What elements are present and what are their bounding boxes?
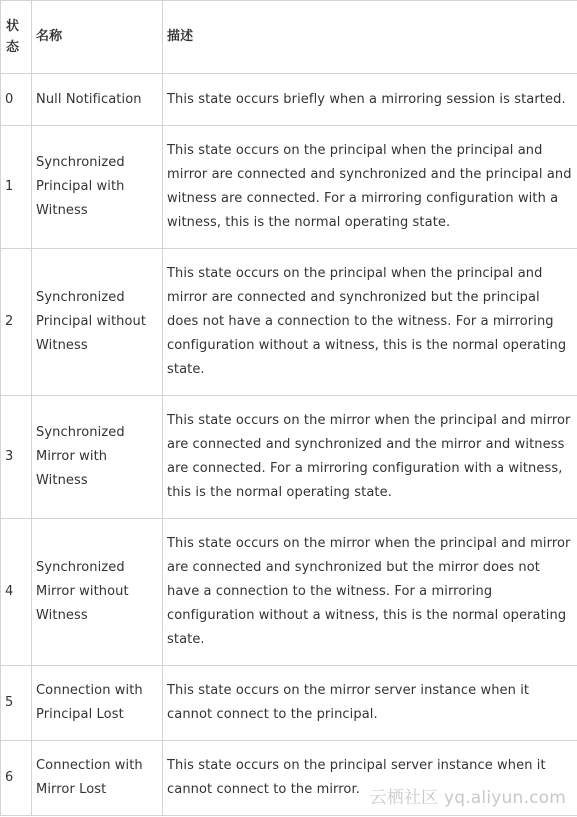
header-state: 状态 bbox=[1, 1, 32, 74]
table-row bbox=[1, 666, 577, 741]
table-header-row bbox=[1, 1, 577, 74]
table-row bbox=[1, 519, 577, 666]
state-cell: 6 bbox=[1, 741, 32, 816]
table-row bbox=[1, 396, 577, 519]
state-cell: 3 bbox=[1, 396, 32, 519]
name-cell: Connection with Principal Lost bbox=[32, 666, 163, 741]
watermark-logo: 云栖社区 yq.aliyun.com bbox=[369, 788, 566, 808]
header-description: 描述 bbox=[163, 1, 577, 74]
table-row bbox=[1, 126, 577, 249]
name-cell: Synchronized Mirror with Witness bbox=[32, 396, 163, 519]
header-name: 名称 bbox=[32, 1, 163, 74]
name-cell: Synchronized Mirror without Witness bbox=[32, 519, 163, 666]
table-row bbox=[1, 74, 577, 126]
description-cell: This state occurs on the principal server instance when it cannot connect to the mirror. bbox=[163, 741, 577, 816]
name-cell: Synchronized Principal without Witness bbox=[32, 249, 163, 396]
state-cell: 0 bbox=[1, 74, 32, 126]
state-cell: 5 bbox=[1, 666, 32, 741]
description-cell: This state occurs on the mirror when the principal and mirror are connected and synchronized and the mirror and witness are connected. For a mirroring configuration with a witness, this is the normal operating state. bbox=[163, 396, 577, 519]
table-row bbox=[1, 741, 577, 816]
description-cell: This state occurs on the principal when the principal and mirror are connected and synchronized but the principal does not have a connection to the witness. For a mirroring configuration without a witness, this is the normal operating state. bbox=[163, 249, 577, 396]
state-cell: 1 bbox=[1, 126, 32, 249]
table-row bbox=[1, 249, 577, 396]
name-cell: Null Notification bbox=[32, 74, 163, 126]
name-cell: Synchronized Principal with Witness bbox=[32, 126, 163, 249]
state-cell: 4 bbox=[1, 519, 32, 666]
state-cell: 2 bbox=[1, 249, 32, 396]
description-cell: This state occurs on the mirror when the principal and mirror are connected and synchronized but the mirror does not have a connection to the witness. For a mirroring configuration without a witness, this is the normal operating state. bbox=[163, 519, 577, 666]
description-cell: This state occurs on the mirror server instance when it cannot connect to the principal. bbox=[163, 666, 577, 741]
name-cell: Connection with Mirror Lost bbox=[32, 741, 163, 816]
description-cell: This state occurs briefly when a mirroring session is started. bbox=[163, 74, 577, 126]
description-cell: This state occurs on the principal when the principal and mirror are connected and synchronized and the principal and witness are connected. For a mirroring configuration with a witness, this is the normal operating state. bbox=[163, 126, 577, 249]
